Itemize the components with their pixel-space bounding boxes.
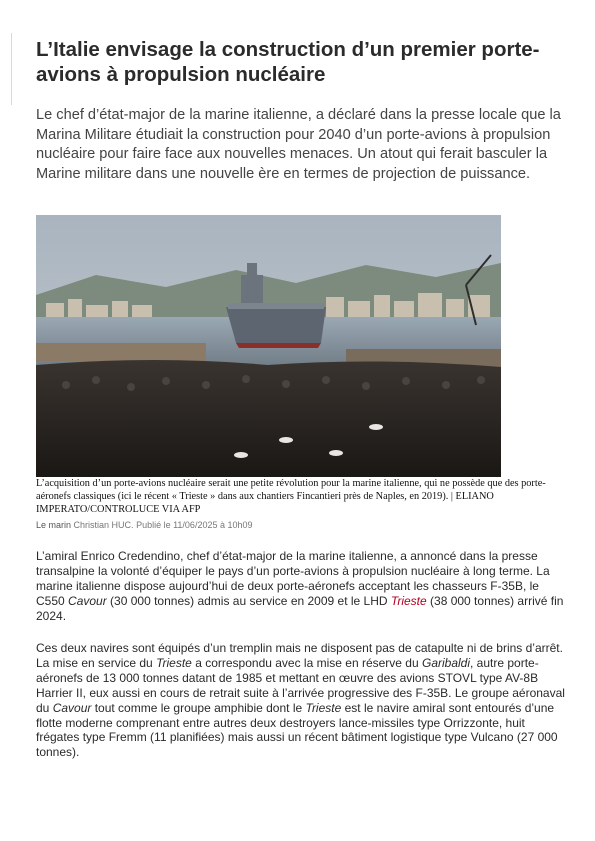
byline-author: Christian HUC. — [73, 520, 134, 530]
paragraph-text: , autre porte-aéronefs de 13 000 tonnes datant de 1985 et mettant en œuvre des avions STOVL type AV-8B Harrier II, eux aussi en cours de retrait suite à l’arrivée progressive des F-35B. Le groupe aéronaval du — [36, 655, 565, 715]
article-paragraph-1 — [36, 549, 566, 624]
paragraph-text: tout comme le groupe amphibie dont le — [91, 700, 306, 715]
article-paragraph-2 — [36, 641, 566, 760]
aircraft-carrier-photo — [36, 215, 501, 477]
ship-link-trieste[interactable]: Trieste — [390, 593, 427, 608]
ship-name-cavour: Cavour — [68, 593, 107, 608]
paragraph-text: (38 000 tonnes) arrivé fin 2024. — [36, 593, 564, 623]
paragraph-text: a correspondu avec la mise en réserve du — [191, 655, 422, 670]
paragraph-text: est le navire amiral sont entourés d’une flotte moderne comprenant entre autres deux destroyers lance-missiles type Orrizzonte, huit frégates type Fremm (11 planifiées) mais aussi un récent bâtiment logistique type Vulcano (27 000 tonnes). — [36, 700, 558, 760]
article-photo — [36, 215, 501, 477]
ship-name-garibaldi: Garibaldi — [421, 655, 471, 670]
byline-source[interactable]: Le marin — [36, 520, 72, 530]
article-title: L’Italie envisage la construction d’un premier porte-avions à propulsion nucléaire — [36, 38, 540, 86]
paragraph-text: Ces deux navires sont équipés d’un tremplin mais ne disposent pas de catapulte ni de brins d’arrêt. La mise en service du — [36, 641, 563, 670]
title-accent-rule — [11, 33, 12, 105]
paragraph-text: L’amiral Enrico Credendino, chef d’état-major de la marine italienne, a annoncé dans la presse transalpine la volonté d’équiper le pays d’un porte-avions à propulsion nucléaire à long terme. La marine italienne dispose aujourd’hui de deux porte-aéronefs acceptant les chasseurs F-35B, le C550 — [36, 549, 550, 608]
article-byline — [36, 519, 556, 531]
byline-date: Publié le 11/06/2025 à 10h09 — [136, 520, 253, 530]
article-lede: Le chef d’état-major de la marine italienne, a déclaré dans la presse locale que la Marina Militare étudiait la construction pour 2040 d’un porte-avions à propulsion nucléaire pour faire face aux nouvelles menaces. Un atout qui ferait basculer la Marine militare dans une nouvelle ère en termes de projection de puissance. — [36, 107, 561, 182]
photo-caption: L’acquisition d’un porte-avions nucléaire serait une petite révolution pour la marine italienne, qui ne possède que des porte-aéronefs classiques (ici le récent « Trieste » dans aux chantiers Fincantieri près de Naples, en 2019). | ELIANO IMPERATO/CONTROLUCE VIA AFP — [36, 478, 546, 516]
ship-name-cavour: Cavour — [52, 700, 92, 715]
ship-name-trieste: Trieste — [156, 655, 192, 670]
ship-name-trieste: Trieste — [305, 700, 342, 715]
paragraph-text: (30 000 tonnes) admis au service en 2009 et le LHD — [106, 593, 391, 608]
